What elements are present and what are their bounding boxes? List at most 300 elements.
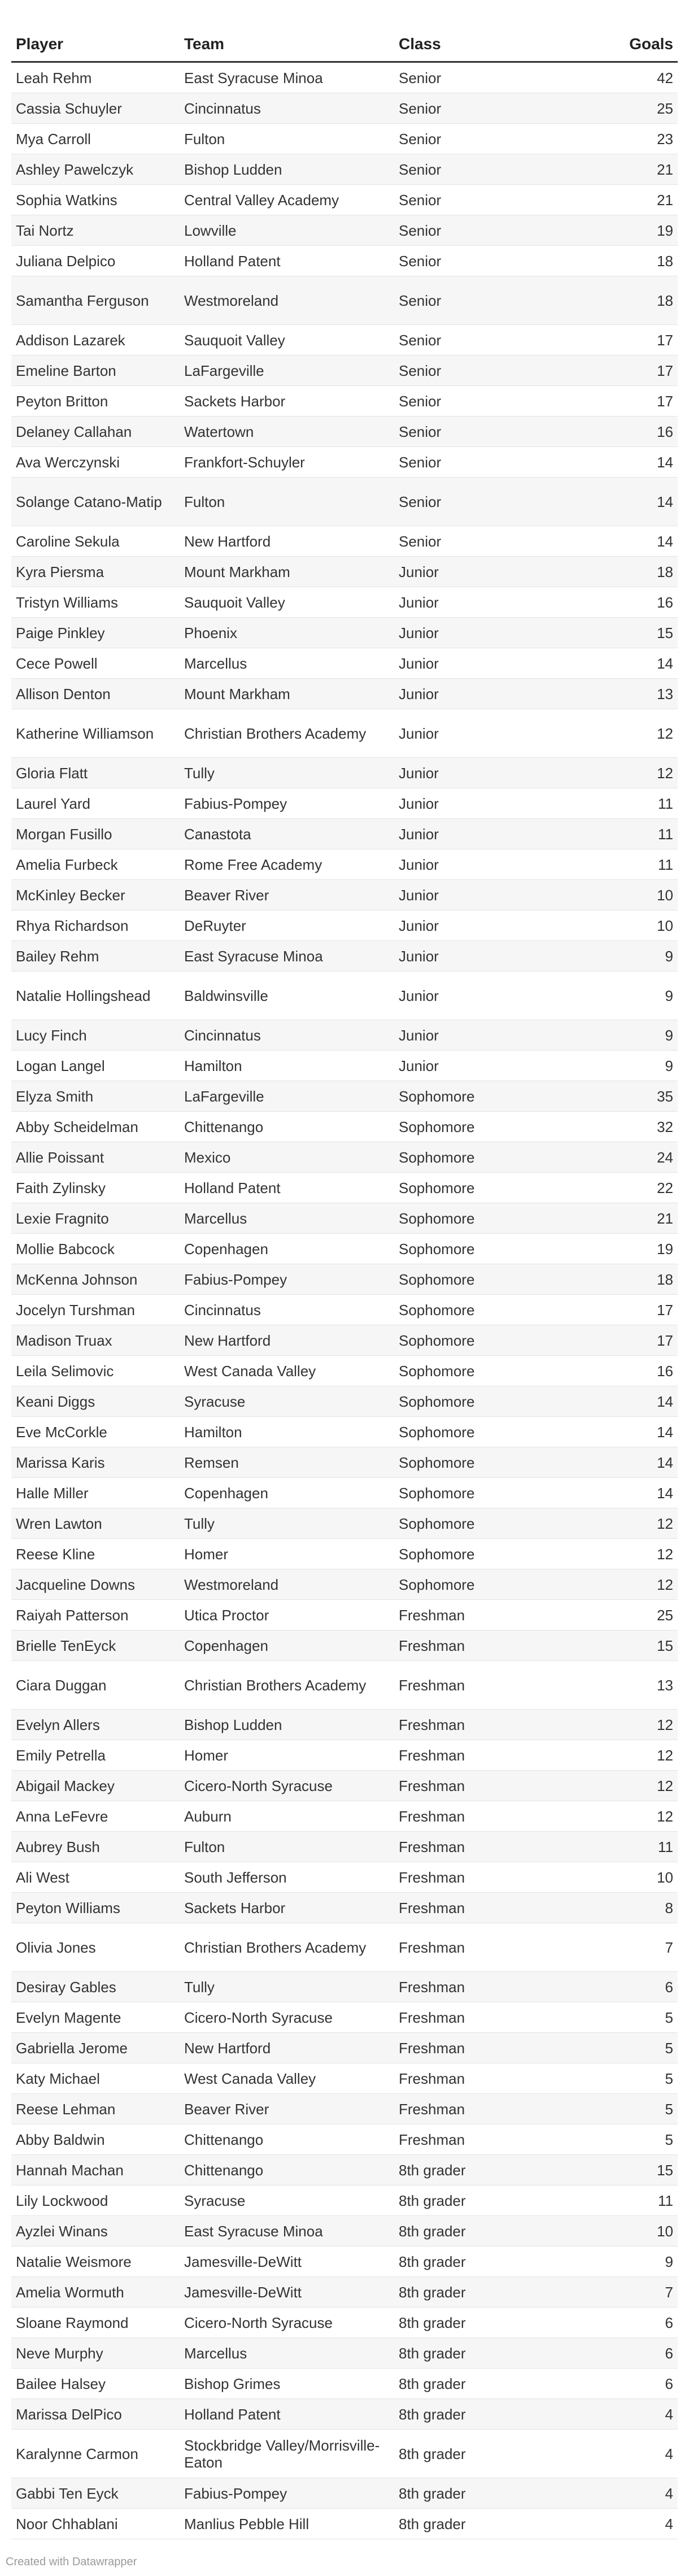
- cell-player: Lexie Fragnito: [11, 1203, 180, 1234]
- cell-team: Cincinnatus: [180, 1295, 394, 1325]
- table-row: [11, 1112, 678, 1142]
- table-row: [11, 2247, 678, 2277]
- cell-goals: 12: [598, 709, 678, 758]
- cell-team: Marcellus: [180, 1203, 394, 1234]
- table-row: [11, 1264, 678, 1295]
- cell-team: Westmoreland: [180, 1569, 394, 1600]
- cell-player: Tai Nortz: [11, 215, 180, 246]
- cell-player: Mollie Babcock: [11, 1234, 180, 1264]
- cell-class: Sophomore: [394, 1173, 598, 1203]
- cell-class: Junior: [394, 819, 598, 849]
- cell-team: Syracuse: [180, 2185, 394, 2216]
- table-row: [11, 2063, 678, 2094]
- cell-goals: 4: [598, 2430, 678, 2478]
- cell-class: Senior: [394, 417, 598, 447]
- cell-player: Logan Langel: [11, 1051, 180, 1081]
- cell-goals: 17: [598, 325, 678, 355]
- table-row: [11, 1508, 678, 1539]
- cell-class: Junior: [394, 972, 598, 1020]
- cell-goals: 9: [598, 1020, 678, 1051]
- cell-class: 8th grader: [394, 2308, 598, 2338]
- table-row: [11, 1173, 678, 1203]
- cell-team: Utica Proctor: [180, 1600, 394, 1630]
- cell-team: Holland Patent: [180, 1173, 394, 1203]
- cell-goals: 9: [598, 1051, 678, 1081]
- table-row: [11, 1539, 678, 1569]
- table-row: [11, 185, 678, 215]
- cell-player: Elyza Smith: [11, 1081, 180, 1112]
- cell-team: Phoenix: [180, 618, 394, 648]
- cell-team: Tully: [180, 1508, 394, 1539]
- table-row: [11, 1417, 678, 1447]
- table-row: [11, 1923, 678, 1972]
- table-row: [11, 1630, 678, 1661]
- table-row: [11, 2399, 678, 2430]
- cell-class: Senior: [394, 447, 598, 478]
- table-row: [11, 154, 678, 185]
- cell-team: Beaver River: [180, 880, 394, 910]
- cell-goals: 9: [598, 972, 678, 1020]
- cell-player: Madison Truax: [11, 1325, 180, 1356]
- cell-goals: 4: [598, 2509, 678, 2539]
- cell-class: 8th grader: [394, 2509, 598, 2539]
- cell-team: Christian Brothers Academy: [180, 1661, 394, 1710]
- cell-team: West Canada Valley: [180, 1356, 394, 1386]
- cell-class: Junior: [394, 1051, 598, 1081]
- cell-goals: 14: [598, 526, 678, 557]
- table-row: [11, 758, 678, 788]
- cell-player: Samantha Ferguson: [11, 276, 180, 325]
- cell-class: Senior: [394, 526, 598, 557]
- cell-team: Lowville: [180, 215, 394, 246]
- cell-team: Hamilton: [180, 1051, 394, 1081]
- cell-goals: 32: [598, 1112, 678, 1142]
- cell-goals: 21: [598, 185, 678, 215]
- cell-team: Bishop Ludden: [180, 1710, 394, 1740]
- cell-player: Karalynne Carmon: [11, 2430, 180, 2478]
- cell-goals: 24: [598, 1142, 678, 1173]
- table-row: [11, 325, 678, 355]
- cell-team: Fabius-Pompey: [180, 1264, 394, 1295]
- table-row: [11, 709, 678, 758]
- table-row: [11, 1771, 678, 1801]
- cell-goals: 21: [598, 1203, 678, 1234]
- table-row: [11, 62, 678, 93]
- cell-player: Allison Denton: [11, 679, 180, 709]
- cell-class: Sophomore: [394, 1447, 598, 1478]
- cell-player: Ashley Pawelczyk: [11, 154, 180, 185]
- table-row: [11, 2216, 678, 2247]
- cell-class: Sophomore: [394, 1356, 598, 1386]
- cell-goals: 4: [598, 2399, 678, 2430]
- cell-goals: 18: [598, 1264, 678, 1295]
- cell-goals: 19: [598, 1234, 678, 1264]
- table-row: [11, 93, 678, 124]
- cell-class: Senior: [394, 215, 598, 246]
- cell-team: Holland Patent: [180, 2399, 394, 2430]
- cell-player: Bailey Rehm: [11, 941, 180, 972]
- cell-player: Ayzlei Winans: [11, 2216, 180, 2247]
- cell-team: Cicero-North Syracuse: [180, 2002, 394, 2033]
- cell-class: Sophomore: [394, 1569, 598, 1600]
- cell-class: Sophomore: [394, 1081, 598, 1112]
- cell-goals: 42: [598, 62, 678, 93]
- cell-player: Jocelyn Turshman: [11, 1295, 180, 1325]
- cell-team: East Syracuse Minoa: [180, 62, 394, 93]
- cell-player: Keani Diggs: [11, 1386, 180, 1417]
- cell-team: Fulton: [180, 1832, 394, 1862]
- cell-player: McKenna Johnson: [11, 1264, 180, 1295]
- table-row: [11, 1234, 678, 1264]
- cell-goals: 17: [598, 1325, 678, 1356]
- cell-player: Jacqueline Downs: [11, 1569, 180, 1600]
- cell-player: Natalie Weismore: [11, 2247, 180, 2277]
- table-row: [11, 124, 678, 154]
- table-row: [11, 2002, 678, 2033]
- cell-player: Cassia Schuyler: [11, 93, 180, 124]
- cell-player: Raiyah Patterson: [11, 1600, 180, 1630]
- cell-class: 8th grader: [394, 2399, 598, 2430]
- table-row: [11, 910, 678, 941]
- cell-goals: 12: [598, 1508, 678, 1539]
- cell-class: Senior: [394, 325, 598, 355]
- cell-team: Chittenango: [180, 2155, 394, 2185]
- cell-class: Junior: [394, 618, 598, 648]
- cell-class: Junior: [394, 758, 598, 788]
- cell-goals: 6: [598, 2338, 678, 2369]
- cell-class: 8th grader: [394, 2338, 598, 2369]
- cell-goals: 9: [598, 941, 678, 972]
- cell-team: Jamesville-DeWitt: [180, 2247, 394, 2277]
- cell-class: Sophomore: [394, 1417, 598, 1447]
- cell-player: Halle Miller: [11, 1478, 180, 1508]
- cell-team: LaFargeville: [180, 1081, 394, 1112]
- table-row: [11, 1051, 678, 1081]
- cell-team: LaFargeville: [180, 355, 394, 386]
- cell-class: Sophomore: [394, 1508, 598, 1539]
- cell-class: Freshman: [394, 1710, 598, 1740]
- cell-team: Frankfort-Schuyler: [180, 447, 394, 478]
- cell-player: Morgan Fusillo: [11, 819, 180, 849]
- cell-player: Aubrey Bush: [11, 1832, 180, 1862]
- table-row: [11, 2094, 678, 2124]
- cell-class: Sophomore: [394, 1386, 598, 1417]
- cell-team: Sackets Harbor: [180, 386, 394, 417]
- cell-team: DeRuyter: [180, 910, 394, 941]
- table-row: [11, 618, 678, 648]
- table-row: [11, 819, 678, 849]
- cell-player: Amelia Wormuth: [11, 2277, 180, 2308]
- cell-goals: 19: [598, 215, 678, 246]
- cell-player: Faith Zylinsky: [11, 1173, 180, 1203]
- cell-class: Freshman: [394, 2033, 598, 2063]
- cell-goals: 21: [598, 154, 678, 185]
- cell-class: Senior: [394, 478, 598, 526]
- datawrapper-credit: Created with Datawrapper: [6, 2556, 137, 2568]
- cell-player: Paige Pinkley: [11, 618, 180, 648]
- table-row: [11, 1710, 678, 1740]
- cell-goals: 12: [598, 1710, 678, 1740]
- cell-goals: 14: [598, 1447, 678, 1478]
- cell-class: Sophomore: [394, 1264, 598, 1295]
- cell-goals: 10: [598, 880, 678, 910]
- cell-team: New Hartford: [180, 2033, 394, 2063]
- cell-team: South Jefferson: [180, 1862, 394, 1893]
- table-row: [11, 2308, 678, 2338]
- table-row: [11, 2338, 678, 2369]
- cell-team: Hamilton: [180, 1417, 394, 1447]
- cell-team: Marcellus: [180, 648, 394, 679]
- table-row: [11, 447, 678, 478]
- cell-team: Beaver River: [180, 2094, 394, 2124]
- table-row: [11, 1386, 678, 1417]
- cell-team: Fulton: [180, 124, 394, 154]
- cell-team: Mount Markham: [180, 679, 394, 709]
- cell-player: Gloria Flatt: [11, 758, 180, 788]
- table-row: [11, 1295, 678, 1325]
- table-row: [11, 648, 678, 679]
- cell-goals: 15: [598, 618, 678, 648]
- cell-goals: 8: [598, 1893, 678, 1923]
- cell-class: Freshman: [394, 2063, 598, 2094]
- cell-class: Junior: [394, 648, 598, 679]
- cell-class: Freshman: [394, 2124, 598, 2155]
- cell-team: Homer: [180, 1539, 394, 1569]
- table-row: [11, 246, 678, 276]
- cell-team: Westmoreland: [180, 276, 394, 325]
- cell-goals: 11: [598, 849, 678, 880]
- cell-player: Hannah Machan: [11, 2155, 180, 2185]
- cell-goals: 12: [598, 1801, 678, 1832]
- cell-goals: 17: [598, 1295, 678, 1325]
- column-header-player[interactable]: Player: [11, 0, 180, 62]
- cell-team: Copenhagen: [180, 1630, 394, 1661]
- table-row: [11, 1600, 678, 1630]
- cell-player: Ali West: [11, 1862, 180, 1893]
- cell-player: Natalie Hollingshead: [11, 972, 180, 1020]
- cell-player: Rhya Richardson: [11, 910, 180, 941]
- cell-player: Emeline Barton: [11, 355, 180, 386]
- cell-team: Fabius-Pompey: [180, 2478, 394, 2509]
- cell-class: 8th grader: [394, 2430, 598, 2478]
- cell-goals: 23: [598, 124, 678, 154]
- cell-player: Marissa Karis: [11, 1447, 180, 1478]
- cell-team: Remsen: [180, 1447, 394, 1478]
- cell-goals: 14: [598, 1417, 678, 1447]
- cell-class: Freshman: [394, 1600, 598, 1630]
- table-row: [11, 2509, 678, 2539]
- cell-player: Brielle TenEyck: [11, 1630, 180, 1661]
- cell-goals: 17: [598, 386, 678, 417]
- table-row: [11, 1893, 678, 1923]
- cell-player: Emily Petrella: [11, 1740, 180, 1771]
- cell-goals: 17: [598, 355, 678, 386]
- table-row: [11, 2430, 678, 2478]
- cell-player: Noor Chhablani: [11, 2509, 180, 2539]
- cell-team: Copenhagen: [180, 1478, 394, 1508]
- column-header-goals[interactable]: Goals: [598, 0, 678, 62]
- cell-player: Reese Lehman: [11, 2094, 180, 2124]
- table-row: [11, 1661, 678, 1710]
- table-row: [11, 1478, 678, 1508]
- table-row: [11, 355, 678, 386]
- table-row: [11, 1972, 678, 2002]
- table-row: [11, 679, 678, 709]
- cell-goals: 5: [598, 2094, 678, 2124]
- cell-goals: 25: [598, 93, 678, 124]
- table-row: [11, 972, 678, 1020]
- cell-class: Junior: [394, 709, 598, 758]
- cell-player: Addison Lazarek: [11, 325, 180, 355]
- cell-team: Christian Brothers Academy: [180, 1923, 394, 1972]
- table-row: [11, 417, 678, 447]
- table-row: [11, 386, 678, 417]
- cell-team: Cincinnatus: [180, 1020, 394, 1051]
- table-row: [11, 788, 678, 819]
- table-row: [11, 2033, 678, 2063]
- cell-team: Auburn: [180, 1801, 394, 1832]
- cell-goals: 13: [598, 1661, 678, 1710]
- cell-goals: 10: [598, 910, 678, 941]
- cell-player: Peyton Williams: [11, 1893, 180, 1923]
- cell-player: Sloane Raymond: [11, 2308, 180, 2338]
- column-header-team[interactable]: Team: [180, 0, 394, 62]
- cell-class: Freshman: [394, 1923, 598, 1972]
- cell-player: Sophia Watkins: [11, 185, 180, 215]
- cell-goals: 15: [598, 1630, 678, 1661]
- cell-goals: 7: [598, 2277, 678, 2308]
- cell-player: Juliana Delpico: [11, 246, 180, 276]
- cell-player: Olivia Jones: [11, 1923, 180, 1972]
- cell-class: Senior: [394, 93, 598, 124]
- cell-team: Mexico: [180, 1142, 394, 1173]
- cell-player: Delaney Callahan: [11, 417, 180, 447]
- cell-goals: 12: [598, 758, 678, 788]
- cell-goals: 6: [598, 2369, 678, 2399]
- cell-class: Senior: [394, 62, 598, 93]
- table-row: [11, 1203, 678, 1234]
- cell-team: Fulton: [180, 478, 394, 526]
- table-header-row: [11, 0, 678, 62]
- cell-goals: 7: [598, 1923, 678, 1972]
- cell-player: Cece Powell: [11, 648, 180, 679]
- cell-team: Rome Free Academy: [180, 849, 394, 880]
- cell-class: Freshman: [394, 2002, 598, 2033]
- cell-player: Amelia Furbeck: [11, 849, 180, 880]
- cell-player: McKinley Becker: [11, 880, 180, 910]
- cell-class: Junior: [394, 679, 598, 709]
- cell-goals: 9: [598, 2247, 678, 2277]
- cell-team: Chittenango: [180, 2124, 394, 2155]
- cell-class: Freshman: [394, 1661, 598, 1710]
- cell-team: Cicero-North Syracuse: [180, 2308, 394, 2338]
- cell-class: Junior: [394, 849, 598, 880]
- cell-player: Gabbi Ten Eyck: [11, 2478, 180, 2509]
- cell-class: Freshman: [394, 1972, 598, 2002]
- column-header-class[interactable]: Class: [394, 0, 598, 62]
- cell-player: Bailee Halsey: [11, 2369, 180, 2399]
- table-row: [11, 526, 678, 557]
- cell-goals: 35: [598, 1081, 678, 1112]
- cell-player: Anna LeFevre: [11, 1801, 180, 1832]
- cell-goals: 10: [598, 2216, 678, 2247]
- cell-team: East Syracuse Minoa: [180, 2216, 394, 2247]
- cell-team: Bishop Grimes: [180, 2369, 394, 2399]
- cell-class: Senior: [394, 246, 598, 276]
- table-row: [11, 2369, 678, 2399]
- table-row: [11, 1356, 678, 1386]
- cell-player: Abby Baldwin: [11, 2124, 180, 2155]
- cell-team: West Canada Valley: [180, 2063, 394, 2094]
- table-row: [11, 1862, 678, 1893]
- table-row: [11, 1447, 678, 1478]
- table-row: [11, 2155, 678, 2185]
- cell-class: Senior: [394, 276, 598, 325]
- goals-table: [11, 0, 678, 2539]
- cell-player: Eve McCorkle: [11, 1417, 180, 1447]
- cell-player: Kyra Piersma: [11, 557, 180, 587]
- cell-goals: 6: [598, 2308, 678, 2338]
- cell-team: Holland Patent: [180, 246, 394, 276]
- table-row: [11, 880, 678, 910]
- cell-player: Abby Scheidelman: [11, 1112, 180, 1142]
- cell-team: Canastota: [180, 819, 394, 849]
- cell-player: Lucy Finch: [11, 1020, 180, 1051]
- cell-class: Freshman: [394, 2094, 598, 2124]
- cell-class: 8th grader: [394, 2478, 598, 2509]
- cell-goals: 5: [598, 2033, 678, 2063]
- cell-class: Sophomore: [394, 1295, 598, 1325]
- cell-class: Junior: [394, 587, 598, 618]
- cell-goals: 11: [598, 819, 678, 849]
- cell-goals: 18: [598, 557, 678, 587]
- cell-player: Desiray Gables: [11, 1972, 180, 2002]
- cell-goals: 16: [598, 417, 678, 447]
- cell-class: Sophomore: [394, 1325, 598, 1356]
- cell-class: 8th grader: [394, 2369, 598, 2399]
- cell-goals: 18: [598, 246, 678, 276]
- cell-class: Junior: [394, 910, 598, 941]
- cell-goals: 10: [598, 1862, 678, 1893]
- cell-team: Cincinnatus: [180, 93, 394, 124]
- table-row: [11, 215, 678, 246]
- table-row: [11, 849, 678, 880]
- cell-team: Bishop Ludden: [180, 154, 394, 185]
- cell-team: Sackets Harbor: [180, 1893, 394, 1923]
- cell-team: Tully: [180, 1972, 394, 2002]
- cell-team: Christian Brothers Academy: [180, 709, 394, 758]
- cell-team: Chittenango: [180, 1112, 394, 1142]
- cell-goals: 15: [598, 2155, 678, 2185]
- cell-class: Freshman: [394, 1740, 598, 1771]
- cell-class: Senior: [394, 386, 598, 417]
- cell-player: Reese Kline: [11, 1539, 180, 1569]
- cell-team: Watertown: [180, 417, 394, 447]
- cell-goals: 25: [598, 1600, 678, 1630]
- table-row: [11, 2185, 678, 2216]
- cell-goals: 11: [598, 2185, 678, 2216]
- cell-team: Baldwinsville: [180, 972, 394, 1020]
- cell-player: Lily Lockwood: [11, 2185, 180, 2216]
- cell-player: Evelyn Magente: [11, 2002, 180, 2033]
- cell-goals: 14: [598, 648, 678, 679]
- cell-goals: 22: [598, 1173, 678, 1203]
- cell-player: Gabriella Jerome: [11, 2033, 180, 2063]
- cell-class: Freshman: [394, 1801, 598, 1832]
- cell-goals: 12: [598, 1569, 678, 1600]
- table-body: [11, 62, 678, 2539]
- cell-goals: 12: [598, 1771, 678, 1801]
